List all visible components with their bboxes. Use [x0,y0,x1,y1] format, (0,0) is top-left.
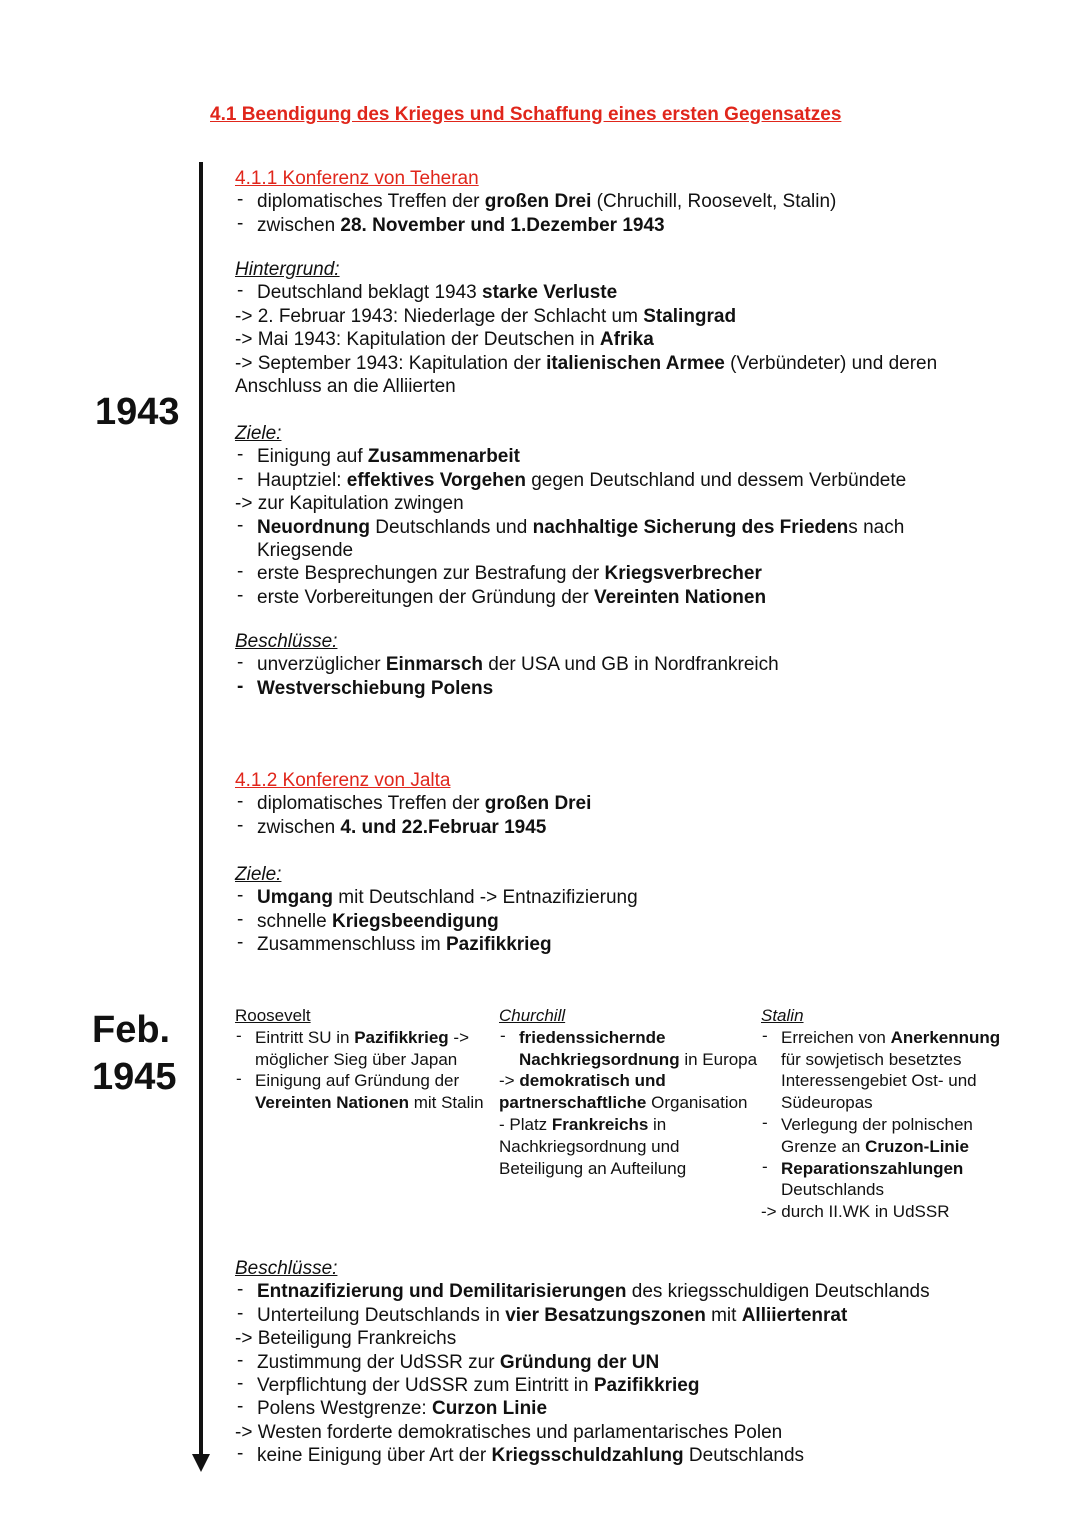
text: in Nachkriegsordnung und Beteiligung an Aufteilung [499,1114,687,1178]
bullet-item [235,910,995,933]
text: Verpflichtung der UdSSR zum Eintritt in [257,1375,594,1397]
bold-text: Pazifikkrieg [593,1375,700,1397]
text: Erreichen von [781,1027,891,1047]
bullet-item [761,1027,1021,1114]
bullet-item [235,214,995,237]
text: in Europa [679,1049,758,1069]
text: Deutschlands [781,1180,885,1200]
column-heading: Stalin [761,1006,804,1025]
text: (Chruchill, Roosevelt, Stalin) [591,191,837,213]
timeline-arrow-icon [192,1454,210,1472]
bullet-item [235,328,995,351]
section-heading: Beschlüsse: [235,1258,338,1279]
bullet-item [235,1374,995,1397]
text: diplomatisches Treffen der [257,793,485,815]
text: gegen Deutschland und dessem Verbündete [525,469,907,491]
text: Unterteilung Deutschlands in [257,1304,506,1326]
section-heading: Ziele: [235,864,282,885]
bullet-item [761,1158,1021,1202]
timeline-line [199,162,203,1457]
section-block [235,863,995,957]
bold-text: nachhaltige Sicherung des Frieden [532,516,849,538]
bullet-item [235,1070,495,1114]
bullet-item [235,816,995,839]
text: unverzüglicher [257,654,386,676]
text: Zustimmung der UdSSR zur [257,1351,500,1373]
text: mit [705,1304,742,1326]
section-block [235,422,995,609]
bullet-item [235,586,995,609]
bold-text: Anerkennung [890,1027,1001,1047]
section-block [235,167,995,237]
text: -> Mai 1943: Kapitulation der Deutschen in [235,329,600,351]
bold-text: Zusammenarbeit [367,446,520,468]
bullet-item [235,1421,995,1444]
bold-text: Frankreichs [551,1114,649,1134]
bullet-item [235,1027,495,1071]
bullet-item [235,562,995,585]
column-heading: Churchill [499,1006,566,1025]
bullet-item [761,1201,1021,1223]
position-column [761,1005,1021,1223]
text: Deutschlands [683,1445,805,1467]
text: mit Deutschland -> Entnazifizierung [333,887,638,909]
text: zwischen [257,214,341,236]
bullet-item [235,445,995,468]
bold-text: Pazifikkrieg [354,1027,449,1047]
bold-text: großen Drei [484,793,592,815]
text: -> zur Kapitulation zwingen [235,493,464,515]
bullet-item [235,1280,995,1303]
text: s nach Kriegsende [257,516,905,562]
bullet-item [235,653,995,676]
bullet-item [235,516,995,563]
text: keine Einigung über Art der [257,1445,492,1467]
year-label-1943: 1943 [95,391,180,433]
text: -> 2. Februar 1943: Niederlage der Schlacht um [235,305,644,327]
bullet-item [499,1027,759,1071]
section-heading: Beschlüsse: [235,631,338,652]
bullet-item [235,792,995,815]
text: schnelle [257,910,332,932]
bold-text: Reparationszahlungen [781,1158,964,1178]
bold-text: italienischen Armee [546,352,725,374]
text: erste Vorbereitungen der Gründung der [257,586,594,608]
bullet-item [235,1397,995,1420]
position-column [235,1005,495,1114]
section-block [235,258,995,398]
year-label-1945: 1945 [92,1056,177,1098]
bullet-item [235,352,995,399]
text: -> [499,1071,520,1091]
bold-text: vier Besatzungszonen [505,1304,706,1326]
text: Hauptziel: [257,469,347,491]
text: -> möglicher Sieg über Japan [255,1027,470,1069]
text: erste Besprechungen zur Bestrafung der [257,563,605,585]
text: Polens Westgrenze: [257,1398,432,1420]
text: Deutschlands und [369,516,533,538]
column-heading: Roosevelt [235,1006,311,1025]
text: -> durch II.WK in UdSSR [761,1202,950,1222]
section-block [235,630,995,700]
bold-text: Einmarsch [385,654,483,676]
section-block [235,769,995,839]
bold-text: effektives Vorgehen [346,469,526,491]
bold-text: Pazifikkrieg [446,934,552,956]
bullet-item [499,1114,759,1179]
bold-text: Curzon Linie [431,1398,548,1420]
bold-text: friedenssichernde Nachkriegsordnung [519,1027,680,1069]
bold-text: Entnazifizierung und Demilitarisierungen [257,1281,627,1303]
bullet-item [235,190,995,213]
text: Verlegung der polnischen Grenze an [781,1114,973,1156]
bold-text: Gründung der UN [499,1351,660,1373]
section-block [235,1257,995,1468]
text: -> September 1943: Kapitulation der [235,352,547,374]
text: Einigung auf [257,446,368,468]
text: -> Westen forderte demokratisches und parlamentarisches Polen [235,1421,783,1443]
text: mit Stalin [408,1093,484,1113]
bullet-item [499,1070,759,1114]
bullet-item [235,1351,995,1374]
bold-text: 28. November und 1.Dezember 1943 [340,214,665,236]
bullet-item [235,281,995,304]
bold-text: Cruzon-Linie [865,1136,969,1156]
year-label-feb: Feb. [92,1009,171,1051]
bold-text: Neuordnung [257,516,370,538]
text: des kriegsschuldigen Deutschlands [626,1281,930,1303]
bold-text: starke Verluste [482,282,618,304]
position-column [499,1005,759,1179]
text: - Platz [499,1114,552,1134]
bullet-item [761,1114,1021,1158]
section-heading: Hintergrund: [235,259,340,280]
page-title: 4.1 Beendigung des Krieges und Schaffung eines ersten Gegensatzes [210,104,842,125]
text: -> Beteiligung Frankreichs [235,1328,457,1350]
bullet-item [235,1304,995,1327]
section-heading: 4.1.2 Konferenz von Jalta [235,770,451,791]
text: Eintritt SU in [255,1027,355,1047]
bold-text: Kriegsverbrecher [604,563,762,585]
text: Zusammenschluss im [257,934,446,956]
text: diplomatisches Treffen der [257,191,485,213]
bullet-item [235,933,995,956]
bold-text: 4. und 22.Februar 1945 [340,816,547,838]
text: Organisation [646,1093,748,1113]
bullet-item [235,1444,995,1467]
text: zwischen [257,816,341,838]
text: Deutschland beklagt 1943 [257,282,482,304]
bold-text: Alliiertenrat [741,1304,848,1326]
bullet-item [235,1327,995,1350]
text: für sowjetisch besetztes Interessengebiet Ost- und Südeuropas [781,1049,977,1113]
bold-text: Umgang [257,887,333,909]
bold-text: Kriegsschuldzahlung [491,1445,684,1467]
text: (Verbündeter) und deren Anschluss an die Alliierten [235,352,938,398]
bullet-item [235,492,995,515]
bullet-item [235,886,995,909]
text: Einigung auf Gründung der [255,1071,460,1091]
bold-text: Afrika [599,329,654,351]
bold-text: Westverschiebung Polens [257,677,494,699]
section-heading: 4.1.1 Konferenz von Teheran [235,168,479,189]
bold-text: Vereinten Nationen [255,1093,409,1113]
text: der USA und GB in Nordfrankreich [483,654,779,676]
bold-text: demokratisch und partnerschaftliche [499,1071,666,1113]
bullet-item [235,469,995,492]
bold-text: großen Drei [484,191,592,213]
bold-text: Kriegsbeendigung [332,910,499,932]
section-heading: Ziele: [235,423,282,444]
bold-text: Stalingrad [643,305,737,327]
bullet-item [235,677,995,700]
bold-text: Vereinten Nationen [593,586,767,608]
bullet-item [235,305,995,328]
